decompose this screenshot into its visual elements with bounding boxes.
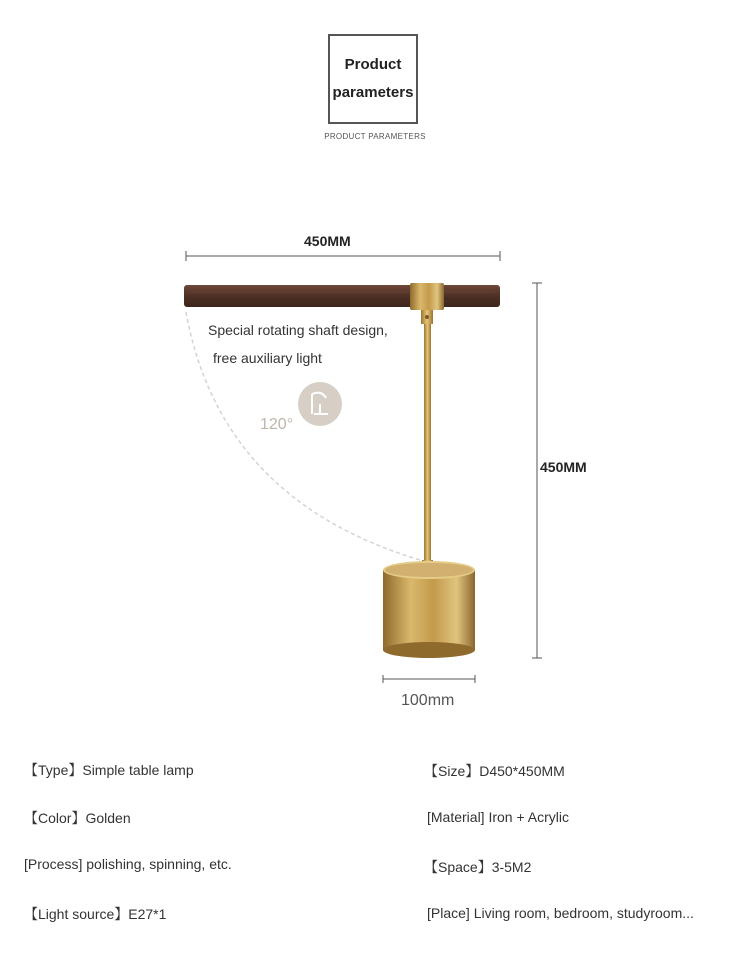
title-line-2: parameters bbox=[332, 84, 414, 101]
lamp-pole bbox=[424, 324, 431, 568]
feature-line-1: Special rotating shaft design, bbox=[208, 322, 388, 338]
angle-icon bbox=[298, 382, 342, 426]
angle-label: 120° bbox=[260, 416, 294, 433]
spec-place: [Place] Living room, bedroom, studyroom... bbox=[427, 905, 694, 921]
base-label: 100mm bbox=[401, 692, 455, 709]
subtitle: PRODUCT PARAMETERS bbox=[324, 132, 426, 141]
feature-line-2: free auxiliary light bbox=[213, 350, 322, 366]
lamp-base bbox=[383, 561, 475, 658]
spec-material: [Material] Iron + Acrylic bbox=[427, 809, 569, 825]
spec-process: [Process] polishing, spinning, etc. bbox=[24, 856, 232, 872]
title-line-1: Product bbox=[344, 56, 402, 73]
spec-space: 【Space】3-5M2 bbox=[424, 859, 532, 875]
base-dimension-line bbox=[383, 675, 475, 683]
width-label: 450MM bbox=[304, 233, 351, 249]
spec-type: 【Type】Simple table lamp bbox=[24, 762, 194, 778]
height-label: 450MM bbox=[540, 459, 587, 475]
width-dimension-line bbox=[186, 251, 500, 261]
spec-light-source: 【Light source】E27*1 bbox=[24, 906, 167, 922]
spec-size: 【Size】D450*450MM bbox=[424, 763, 565, 779]
wooden-light-bar bbox=[184, 285, 500, 307]
spec-color: 【Color】Golden bbox=[24, 810, 131, 826]
brass-clamp bbox=[410, 283, 444, 310]
